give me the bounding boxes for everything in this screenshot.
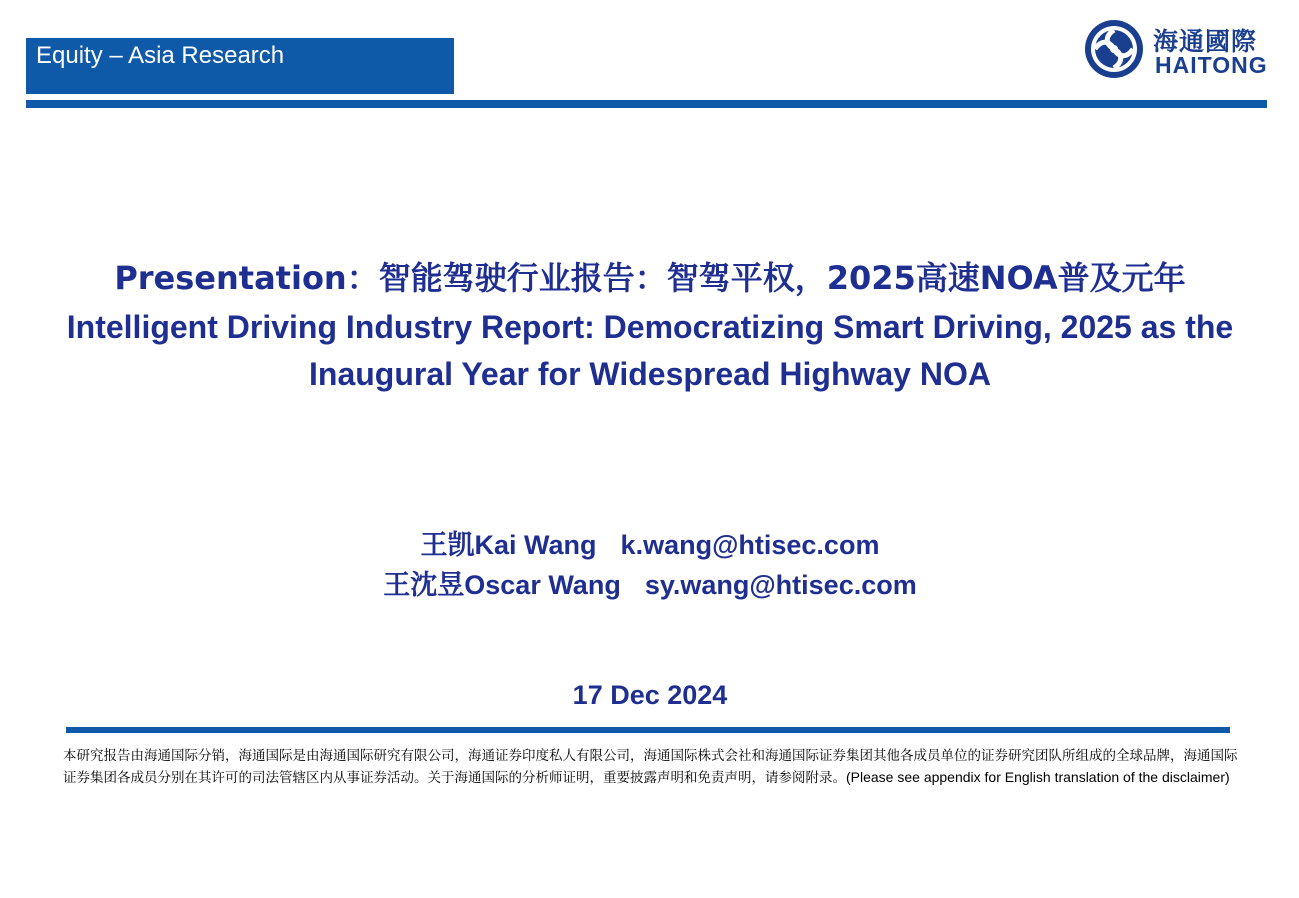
title-chinese: Presentation：智能驾驶行业报告：智驾平权，2025高速NOA普及元年 <box>114 259 1186 297</box>
header-banner-text: Equity – Asia Research <box>36 42 285 69</box>
header-divider <box>26 100 1267 108</box>
disclaimer-chinese: 本研究报告由海通国际分销，海通国际是由海通国际研究有限公司，海通证券印度私人有限公司，海通国际株式会社和海通国际证券集团其他各成员单位的证券研究团队所组成的全球品牌，海通国际证券集团各成员分别在其许可的司法管辖区内从事证券活动。关于海通国际的分析师证明，重要披露声明和免责声明，请参阅附录。 <box>63 748 1238 786</box>
disclaimer <box>63 746 1239 789</box>
haitong-logo <box>1083 16 1269 82</box>
title-english: Intelligent Driving Industry Report: Democratizing Smart Driving, 2025 as the Inaugural Year for Widespread Highway NOA <box>66 309 1234 392</box>
haitong-logo-icon <box>1083 18 1145 80</box>
author-email: sy.wang@htisec.com <box>644 570 917 600</box>
disclaimer-english: (Please see appendix for English translation of the disclaimer) <box>846 769 1230 785</box>
author-entry <box>50 565 1250 605</box>
author-email: k.wang@htisec.com <box>620 530 880 560</box>
report-date: 17 Dec 2024 <box>572 680 728 710</box>
author-list <box>50 525 1250 605</box>
report-title <box>50 258 1250 398</box>
author-name: 王凯Kai Wang <box>420 530 597 560</box>
footer-divider <box>66 727 1230 733</box>
logo-en-text: HAITONG <box>1155 52 1268 78</box>
logo-cn-text: 海通國際 <box>1153 27 1258 56</box>
author-name: 王沈昱Oscar Wang <box>383 570 621 600</box>
author-entry <box>50 525 1250 565</box>
header-banner <box>26 38 454 94</box>
